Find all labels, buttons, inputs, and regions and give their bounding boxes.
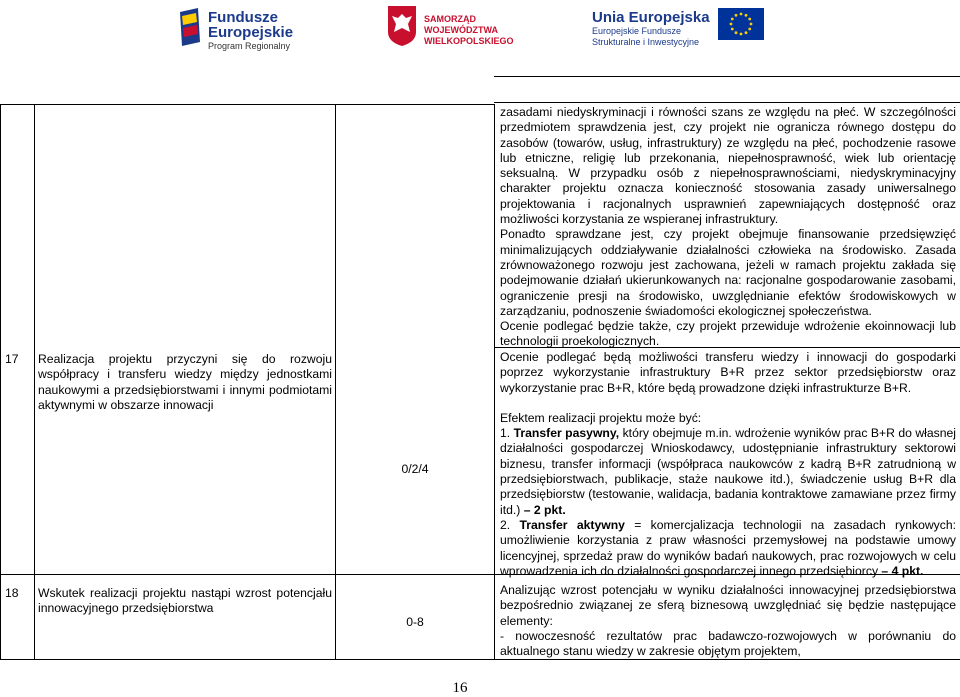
ue-logo-line1: Europejskie Fundusze xyxy=(592,26,682,36)
table-top-border xyxy=(0,104,494,105)
row-17-criterion: Realizacja projektu przyczyni się do rozwoju współpracy i transferu wiedzy między jednostkami naukowymi a przedsiębiorstwami i innymi podmiotami aktywnymi w obszarze innowacji xyxy=(38,352,332,412)
description-paragraph: Ocenie podlegać będą możliwości transferu wiedzy i innowacji do gospodarki poprzez wykorzystanie infrastruktury B+R przez sektor przedsiębiorstw oraz wykorzystanie prac B+R, które będą prowadzone dzięki infrastrukturze B+R. xyxy=(500,350,956,395)
effect-item-title: Transfer aktywny xyxy=(519,517,625,532)
table-top-border xyxy=(494,102,960,103)
effect-item-text: = komercjalizacja technologii na zasadach rynkowych: umożliwienie korzystania z praw własności przemysłowej na podstawie umowy licencyjnej, sprzedaż praw do wyników badań naukowych, prac rozwojowych w celu wprowadzenia ich do działalności gospodarczej innego przedsiębiorcy xyxy=(500,517,957,578)
eu-flag-icon xyxy=(718,8,764,40)
criteria-table xyxy=(0,104,960,660)
effect-item-number: 2. xyxy=(500,517,511,532)
header-divider xyxy=(494,76,960,77)
effect-item-points: – 2 pkt. xyxy=(523,502,566,517)
table-column-divider xyxy=(494,104,495,660)
row-17-description xyxy=(500,350,956,579)
row-18-number: 18 xyxy=(5,586,19,600)
effect-item-points: – 4 pkt. xyxy=(881,563,924,578)
eagle-crest-icon xyxy=(388,6,416,46)
row-18-criterion: Wskutek realizacji projektu nastąpi wzrost potencjału innowacyjnego przedsiębiorstwa xyxy=(38,586,332,616)
unia-europejska-logo xyxy=(592,6,772,52)
description-paragraph: Analizując wzrost potencjału w wyniku działalności innowacyjnej przedsiębiorstwa bezpośrednio związanej ze sferą biznesową uwzględniać się będzie następujące elementy: xyxy=(500,583,956,628)
description-paragraph: Ponadto sprawdzane jest, czy projekt obejmuje finansowanie przedsięwzięć minimalizujących oddziaływanie działalności człowieka na środowisko. Zasada zrównoważonego rozwoju jest zachowana, jeżeli w ramach projektu zakłada się podejmowanie działań ukierunkowanych na: racjonalne gospodarowanie zasobami, ograniczenie presji na środowisko, uwzględnianie efektów środowiskowych w zarządzaniu, podnoszenie świadomości ekologicznej społeczeństwa. xyxy=(500,227,956,318)
wlkp-logo-line1: SAMORZĄD WOJEWÓDZTWA xyxy=(424,14,498,35)
page-header xyxy=(0,0,960,78)
row-16-description xyxy=(500,105,956,350)
wlkp-logo-line2: WIELKOPOLSKIEGO xyxy=(424,36,514,46)
fe-logo-subtitle: Program Regionalny xyxy=(208,41,291,51)
row-18-description xyxy=(500,583,956,659)
wielkopolska-logo xyxy=(388,6,518,52)
effect-intro: Efektem realizacji projektu może być: xyxy=(500,410,702,425)
table-border-left xyxy=(0,104,1,660)
effect-item-active xyxy=(500,518,956,579)
fe-logo-title: Fundusze Europejskie xyxy=(208,9,294,41)
row-17-points: 0/2/4 xyxy=(401,462,429,476)
effect-item-text: który obejmuje m.in. wdrożenie wyników prac B+R do własnej działalności gospodarczej Wnioskodawcy, udostępnianie infrastruktury sektorowi biznesu, transfer informacji (współpraca naukowców z kadrą B+R zatrudnioną w przedsiębiorstwach, publikacje, staże naukowe itd.), świadczenie usług B+R dla przedsiębiorstw (testowanie, walidacja, badania kontraktowe zamawiane przez firmy itd.) xyxy=(500,426,956,517)
table-column-divider xyxy=(335,104,336,660)
page-number: 16 xyxy=(452,680,468,696)
effect-item-number: 1. xyxy=(500,426,511,441)
description-paragraph: zasadami niedyskryminacji i równości szans ze względu na płeć. W szczególności przedmiotem sprawdzenia jest, czy projekt nie ogranicza równego dostępu do zasobów (towarów, usług, infrastruktury) ze względu na płeć, pochodzenie rasowe lub etniczne, religię lub przekonania, niepełnosprawność, wiek lub orientację seksualną. W przypadku osób z niepełnosprawnościami, niedyskryminacyjny charakter projektu oznacza konieczność stosowania zasady uniwersalnego projektowania i racjonalnych usprawnień zapewniających dostępność oraz możliwości korzystania ze wspieranej infrastruktury. xyxy=(500,105,956,227)
fundusze-europejskie-logo xyxy=(178,6,298,52)
description-paragraph: - nowoczesność rezultatów prac badawczo-rozwojowych w porównaniu do aktualnego stanu wiedzy w zakresie objętym projektem, xyxy=(500,628,956,659)
ue-logo-line2: Strukturalne i Inwestycyjne xyxy=(592,37,700,47)
table-column-divider xyxy=(34,104,35,660)
row-18-points: 0-8 xyxy=(406,615,424,629)
description-paragraph: Ocenie podlegać będzie także, czy projekt przewiduje wdrożenie ekoinnowacji lub technologii proekologicznych. xyxy=(500,319,956,349)
ue-logo-title: Unia Europejska xyxy=(592,9,710,26)
row-17-number: 17 xyxy=(5,352,19,366)
effect-item-title: Transfer pasywny, xyxy=(513,426,620,441)
effect-item-passive xyxy=(500,426,956,518)
fe-flag-icon xyxy=(178,8,202,46)
